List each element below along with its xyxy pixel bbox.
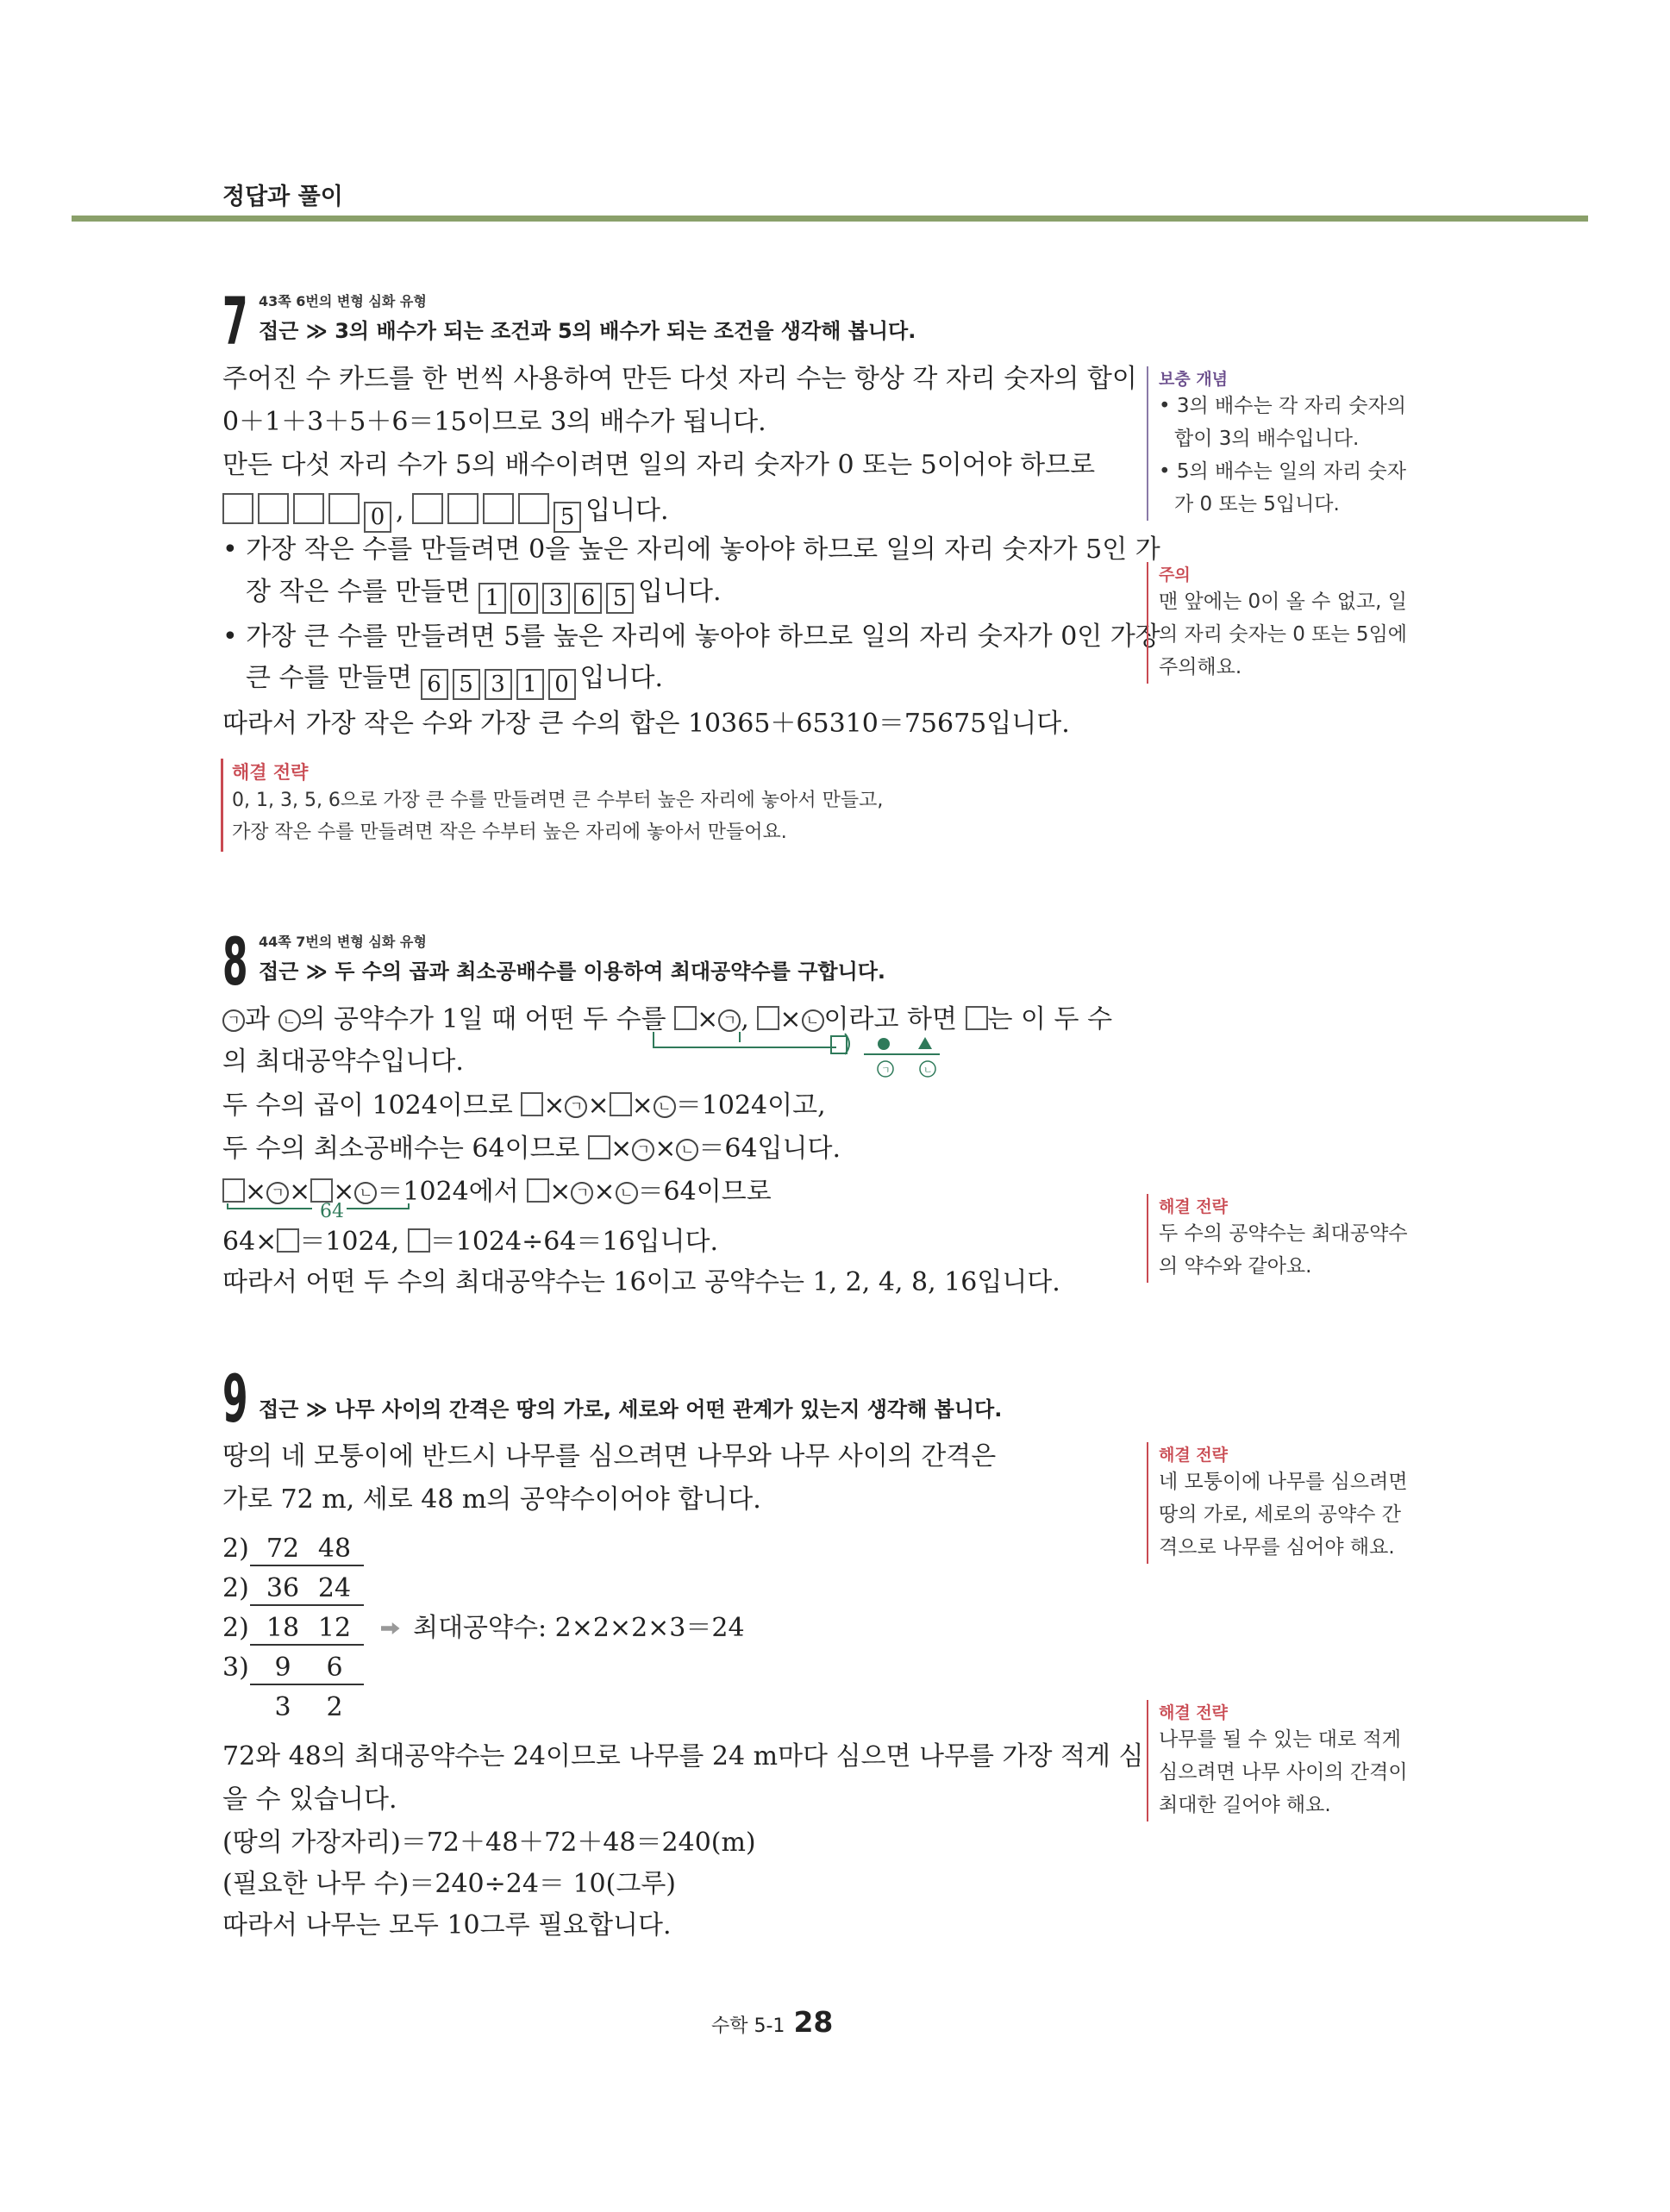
header-rule	[72, 216, 1588, 222]
quotient-b: 6	[326, 1653, 343, 1683]
text: ＝1024이고,	[675, 1090, 826, 1121]
blank-box	[222, 493, 253, 524]
text: ×	[543, 1090, 566, 1121]
text: 두 수의 최소공배수는 64이므로	[222, 1134, 580, 1164]
note-title: 해결 전략	[1159, 1446, 1229, 1465]
blank-box	[447, 493, 478, 524]
blank-box	[757, 1006, 779, 1030]
quotient-b: 24	[317, 1573, 352, 1603]
arrow-right-icon	[381, 1622, 400, 1634]
circled-nieun: ㄴ	[676, 1139, 698, 1161]
digit-box: 6	[574, 583, 602, 614]
note-line: 두 수의 공약수는 최대공약수	[1159, 1222, 1408, 1245]
blank-box	[610, 1092, 632, 1116]
blank-box	[483, 493, 514, 524]
blank-box	[412, 493, 443, 524]
circled-giyeok: ㄱ	[632, 1139, 654, 1161]
page-header-title: 정답과 풀이	[222, 184, 343, 210]
division-row	[222, 1536, 360, 1562]
text: ,	[741, 1004, 749, 1034]
circled-giyeok: ㄱ	[718, 1009, 741, 1032]
question-7-source: 43쪽 6번의 변형 심화 유형	[259, 293, 427, 309]
blank-box	[258, 493, 289, 524]
quotient-b: 48	[317, 1534, 352, 1564]
blank-box	[518, 493, 549, 524]
quotient-a: 9	[274, 1653, 291, 1683]
note-line: 합이 3의 배수입니다.	[1174, 428, 1360, 450]
line-end: 입니다.	[638, 577, 722, 607]
division-line	[250, 1565, 364, 1566]
note-line: • 5의 배수는 일의 자리 숫자	[1159, 460, 1406, 483]
note-line: 격으로 나무를 심어야 해요.	[1159, 1536, 1395, 1559]
blank-box-green	[831, 1036, 847, 1053]
division-row	[222, 1655, 360, 1681]
q8-line-3	[222, 1092, 826, 1119]
quotient-a: 36	[266, 1573, 300, 1603]
division-row	[222, 1573, 360, 1603]
text: 이라고 하면	[823, 1004, 957, 1034]
digit-box: 0	[364, 502, 391, 533]
question-8-approach: 접근 ≫ 두 수의 곱과 최소공배수를 이용하여 최대공약수를 구합니다.	[259, 959, 886, 984]
blank-box	[293, 493, 324, 524]
question-7-number: 7	[222, 283, 248, 359]
circled-nieun: ㄴ	[278, 1009, 301, 1032]
q7-line-2: 0＋1＋3＋5＋6＝15이므로 3의 배수가 됩니다.	[222, 407, 766, 437]
question-8-number: 8	[222, 923, 248, 1000]
text: 의 공약수가 1일 때 어떤 두 수를	[300, 1004, 666, 1034]
blank-box	[674, 1006, 697, 1030]
blank-box	[966, 1006, 988, 1030]
text: ×	[549, 1177, 572, 1207]
circled-giyeok: ㄱ	[571, 1182, 593, 1204]
brace-64-label: 64	[320, 1201, 344, 1222]
quotient-a: 18	[266, 1613, 300, 1643]
divisor: 2)	[222, 1613, 249, 1643]
text: ＝1024÷64＝16입니다.	[429, 1227, 719, 1257]
q9-conclusion-1: 72와 48의 최대공약수는 24이므로 나무를 24 m마다 심으면 나무를 가장 적게 심	[222, 1741, 1144, 1771]
note-line: • 3의 배수는 각 자리 숫자의	[1159, 395, 1406, 417]
dot-icon	[878, 1038, 890, 1050]
text: ×	[610, 1134, 633, 1164]
q8-line-1	[222, 1006, 1112, 1033]
strategy-line-2: 가장 작은 수를 만들려면 작은 수부터 높은 자리에 놓아서 만들어요.	[232, 822, 787, 843]
digit-box: 0	[548, 669, 576, 700]
quotient-b: 2	[326, 1692, 343, 1722]
note-line: 의 자리 숫자는 0 또는 5임에	[1159, 623, 1408, 646]
q7-conclusion: 따라서 가장 작은 수와 가장 큰 수의 합은 10365＋65310＝75675입니다.	[222, 709, 1070, 739]
q7-bullet-1-line-2	[246, 579, 721, 614]
blank-box	[588, 1135, 610, 1159]
text: ＝64이므로	[637, 1177, 772, 1207]
q7-strategy-box	[221, 759, 883, 852]
footer-book-title: 수학 5-1	[711, 2015, 785, 2037]
blank-box	[408, 1228, 430, 1253]
q9-conclusion-2: 을 수 있습니다.	[222, 1784, 397, 1815]
division-row	[222, 1615, 745, 1641]
text: ×	[245, 1177, 267, 1207]
strategy-title: 해결 전략	[232, 762, 309, 783]
q7-bullet-2-line-2	[246, 665, 663, 700]
division-line	[250, 1604, 364, 1606]
q7-line-1: 주어진 수 카드를 한 번씩 사용하여 만든 다섯 자리 수는 항상 각 자리 숫자의 합이	[222, 364, 1137, 394]
note-title: 해결 전략	[1159, 1703, 1229, 1722]
divisor: 3)	[222, 1653, 249, 1683]
digit-box: 3	[542, 583, 570, 614]
circled-giyeok: ㄱ	[222, 1009, 245, 1032]
digit-box: 5	[554, 502, 581, 533]
text: ×	[631, 1090, 654, 1121]
text: ×	[697, 1004, 719, 1034]
digit-box: 3	[485, 669, 512, 700]
text: ×	[333, 1177, 355, 1207]
digit-box: 6	[421, 669, 448, 700]
quotient-a: 3	[274, 1692, 291, 1722]
circled-nieun: ㄴ	[354, 1182, 377, 1204]
digit-box: 1	[478, 583, 506, 614]
note-line: 최대한 길어야 해요.	[1159, 1794, 1331, 1816]
sidebar-caution-note	[1147, 562, 1407, 684]
text: 64×	[222, 1227, 278, 1257]
blank-box	[527, 1178, 549, 1203]
quotient-a: 72	[266, 1534, 300, 1564]
quotient-b: 12	[317, 1613, 352, 1643]
circled-nieun: ㄴ	[616, 1182, 638, 1204]
note-line: 가 0 또는 5입니다.	[1174, 493, 1340, 516]
q9-line-1: 땅의 네 모퉁이에 반드시 나무를 심으려면 나무와 나무 사이의 간격은	[222, 1441, 997, 1472]
page-footer	[711, 2005, 833, 2039]
gcd-annotation-diagram	[638, 1030, 957, 1090]
blank-box	[310, 1178, 333, 1203]
strategy-line-1: 0, 1, 3, 5, 6으로 가장 큰 수를 만들려면 큰 수부터 높은 자리에 놓아서 만들고,	[232, 790, 884, 811]
q7-bullet-2-line-1: • 가장 큰 수를 만들려면 5를 높은 자리에 놓아야 하므로 일의 자리 숫자가 0인 가장	[222, 622, 1160, 652]
text: ×	[779, 1004, 802, 1034]
divisor: 2)	[222, 1573, 249, 1603]
divisor: 2)	[222, 1534, 249, 1564]
question-9-approach: 접근 ≫ 나무 사이의 간격은 땅의 가로, 세로와 어떤 관계가 있는지 생각해 봅니다.	[259, 1397, 1003, 1422]
text: ＝1024에서	[377, 1177, 519, 1207]
triangle-icon	[918, 1037, 932, 1049]
sidebar-strategy-q9-a	[1147, 1442, 1408, 1564]
gcd-result: 최대공약수: 2×2×2×3＝24	[413, 1613, 745, 1643]
sidebar-concept-note	[1147, 366, 1406, 521]
q9-conclusion-5: 따라서 나무는 모두 10그루 필요합니다.	[222, 1910, 672, 1940]
q7-bullet-1-line-1: • 가장 작은 수를 만들려면 0을 높은 자리에 놓아야 하므로 일의 자리 숫자가 5인 가	[222, 534, 1160, 565]
digit-box: 5	[453, 669, 480, 700]
text: 과	[245, 1004, 270, 1034]
blank-box	[222, 1178, 245, 1203]
q8-line-2: 의 최대공약수입니다.	[222, 1047, 464, 1077]
q8-line-6	[222, 1228, 718, 1255]
note-title: 주의	[1159, 565, 1191, 584]
sidebar-strategy-q9-b	[1147, 1700, 1408, 1821]
text: ×	[289, 1177, 311, 1207]
page-number: 28	[793, 2005, 834, 2039]
note-line: 의 약수와 같아요.	[1159, 1255, 1312, 1278]
note-title: 보충 개념	[1159, 370, 1229, 389]
text: 는 이 두 수	[987, 1004, 1113, 1034]
line-end: 입니다.	[585, 496, 669, 526]
question-7-approach: 접근 ≫ 3의 배수가 되는 조건과 5의 배수가 되는 조건을 생각해 봅니다.	[259, 319, 916, 343]
division-row	[222, 1692, 360, 1722]
digit-box: 1	[516, 669, 544, 700]
digit-box: 0	[510, 583, 538, 614]
text: ＝1024,	[299, 1227, 400, 1257]
bullet-text: 장 작은 수를 만들면	[246, 577, 471, 607]
blank-box	[277, 1228, 299, 1253]
line-end: 입니다.	[579, 663, 663, 693]
q7-line-4	[222, 493, 669, 533]
question-9-number: 9	[222, 1360, 248, 1437]
blank-box	[328, 493, 360, 524]
q9-line-2: 가로 72 m, 세로 48 m의 공약수이어야 합니다.	[222, 1484, 761, 1515]
svg-text:ㄴ: ㄴ	[923, 1065, 933, 1076]
text: ×	[593, 1177, 616, 1207]
division-line	[250, 1644, 364, 1646]
q7-line-3: 만든 다섯 자리 수가 5의 배수이려면 일의 자리 숫자가 0 또는 5이어야 하므로	[222, 450, 1096, 480]
circled-giyeok: ㄱ	[266, 1182, 289, 1204]
bullet-text: 큰 수를 만들면	[246, 663, 412, 693]
note-line: 심으려면 나무 사이의 간격이	[1159, 1761, 1408, 1784]
circled-nieun: ㄴ	[654, 1096, 676, 1118]
note-line: 주의해요.	[1159, 656, 1242, 678]
circled-giyeok: ㄱ	[565, 1096, 587, 1118]
note-line: 맨 앞에는 0이 올 수 없고, 일	[1159, 590, 1407, 613]
q8-line-4	[222, 1135, 841, 1162]
q9-conclusion-4: (필요한 나무 수)＝240÷24＝ 10(그루)	[222, 1869, 677, 1899]
text: ＝64입니다.	[698, 1134, 841, 1164]
q9-conclusion-3: (땅의 가장자리)＝72＋48＋72＋48＝240(m)	[222, 1828, 756, 1858]
text: 두 수의 곱이 1024이므로	[222, 1090, 513, 1121]
note-title: 해결 전략	[1159, 1197, 1229, 1216]
note-line: 땅의 가로, 세로의 공약수 간	[1159, 1503, 1401, 1526]
separator: ,	[396, 496, 404, 526]
svg-text:ㄱ: ㄱ	[881, 1065, 891, 1076]
q8-line-7: 따라서 어떤 두 수의 최대공약수는 16이고 공약수는 1, 2, 4, 8, 16입니다.	[222, 1267, 1060, 1297]
note-line: 나무를 될 수 있는 대로 적게	[1159, 1728, 1401, 1751]
division-line	[250, 1684, 364, 1685]
circled-nieun: ㄴ	[802, 1009, 824, 1032]
blank-box	[521, 1092, 543, 1116]
question-8-source: 44쪽 7번의 변형 심화 유형	[259, 934, 427, 950]
sidebar-strategy-q8	[1147, 1194, 1408, 1283]
text: ×	[654, 1134, 677, 1164]
note-line: 네 모퉁이에 나무를 심으려면	[1159, 1471, 1408, 1493]
text: ×	[587, 1090, 610, 1121]
digit-box: 5	[606, 583, 634, 614]
